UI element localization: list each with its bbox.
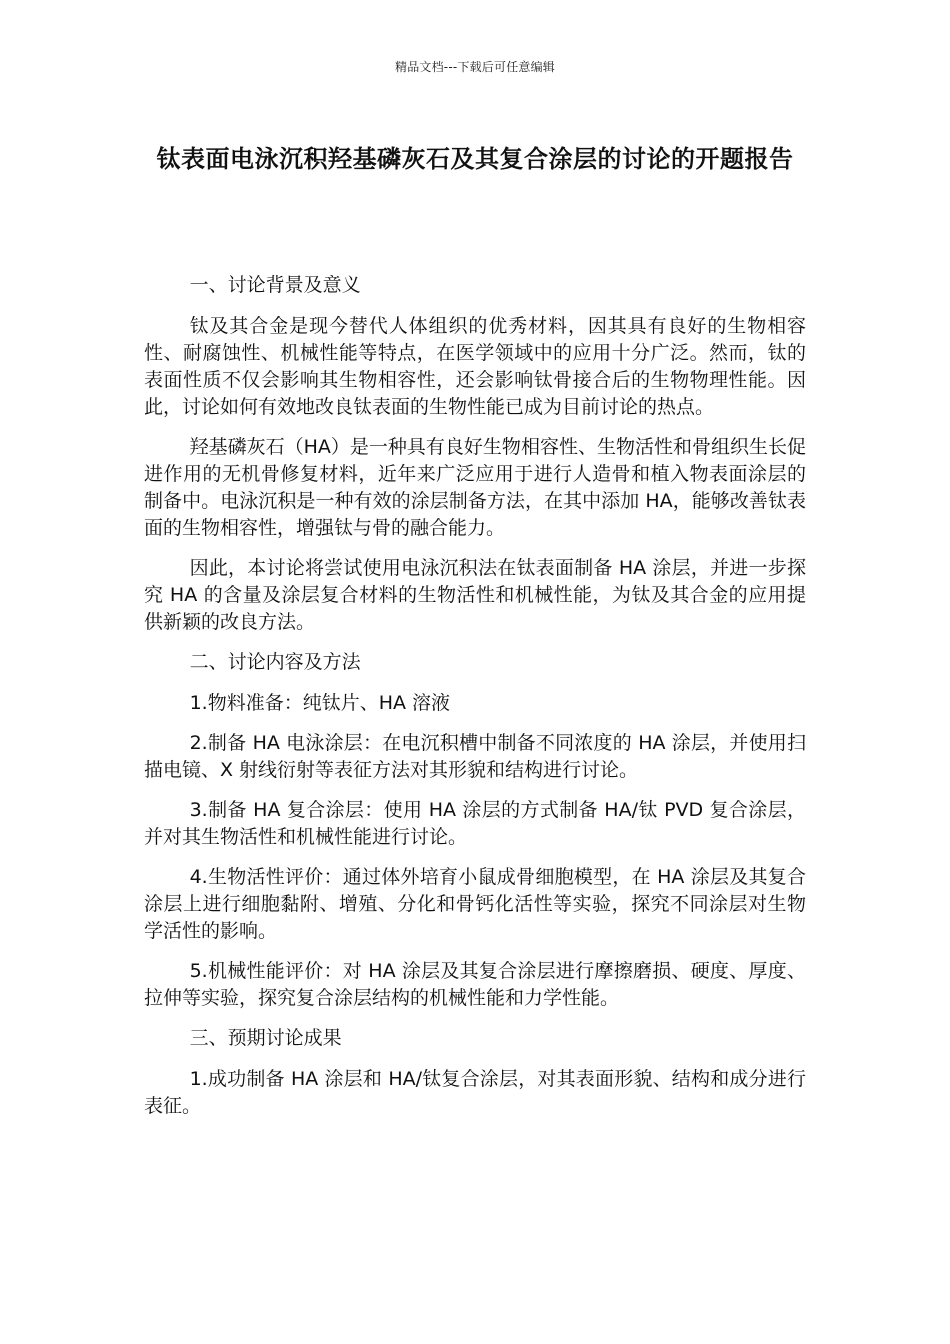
- document-body: [144, 272, 806, 1133]
- section-heading-methods: 二、讨论内容及方法: [189, 651, 361, 673]
- paragraph: 钛及其合金是现今替代人体组织的优秀材料，因其具有良好的生物相容性、耐腐蚀性、机械性能等特点，在医学领域中的应用十分广泛。然而，钛的表面性质不仅会影响其生物相容性，还会影响钛骨接合后的生物物理性能。因此，讨论如何有效地改良钛表面的生物性能已成为目前讨论的热点。: [144, 315, 806, 418]
- paragraph: 因此，本讨论将尝试使用电泳沉积法在钛表面制备 HA 涂层，并进一步探究 HA 的含量及涂层复合材料的生物活性和机械性能，为钛及其合金的应用提供新颖的改良方法。: [144, 557, 806, 633]
- section-heading-expected-results: 三、预期讨论成果: [189, 1027, 342, 1049]
- page-header: 精品文档---下载后可任意编辑: [395, 60, 555, 74]
- paragraph: 羟基磷灰石（HA）是一种具有良好生物相容性、生物活性和骨组织生长促进作用的无机骨修复材料，近年来广泛应用于进行人造骨和植入物表面涂层的制备中。电泳沉积是一种有效的涂层制备方法，在其中添加 HA，能够改善钛表面的生物相容性，增强钛与骨的融合能力。: [144, 436, 806, 539]
- section-heading-background: 一、讨论背景及意义: [189, 274, 361, 296]
- list-item: 4.生物活性评价：通过体外培育小鼠成骨细胞模型，在 HA 涂层及其复合涂层上进行细胞黏附、增殖、分化和骨钙化活性等实验，探究不同涂层对生物学活性的影响。: [144, 866, 806, 942]
- list-item: 3.制备 HA 复合涂层：使用 HA 涂层的方式制备 HA/钛 PVD 复合涂层，并对其生物活性和机械性能进行讨论。: [144, 799, 806, 848]
- list-item: 5.机械性能评价：对 HA 涂层及其复合涂层进行摩擦磨损、硬度、厚度、拉伸等实验，探究复合涂层结构的机械性能和力学性能。: [144, 960, 806, 1009]
- list-item: 1.物料准备：纯钛片、HA 溶液: [189, 692, 451, 714]
- list-item: 2.制备 HA 电泳涂层：在电沉积槽中制备不同浓度的 HA 涂层，并使用扫描电镜、X 射线衍射等表征方法对其形貌和结构进行讨论。: [144, 732, 806, 781]
- document-title: 钛表面电泳沉积羟基磷灰石及其复合涂层的讨论的开题报告: [156, 145, 794, 173]
- list-item: 1.成功制备 HA 涂层和 HA/钛复合涂层，对其表面形貌、结构和成分进行表征。: [144, 1068, 806, 1117]
